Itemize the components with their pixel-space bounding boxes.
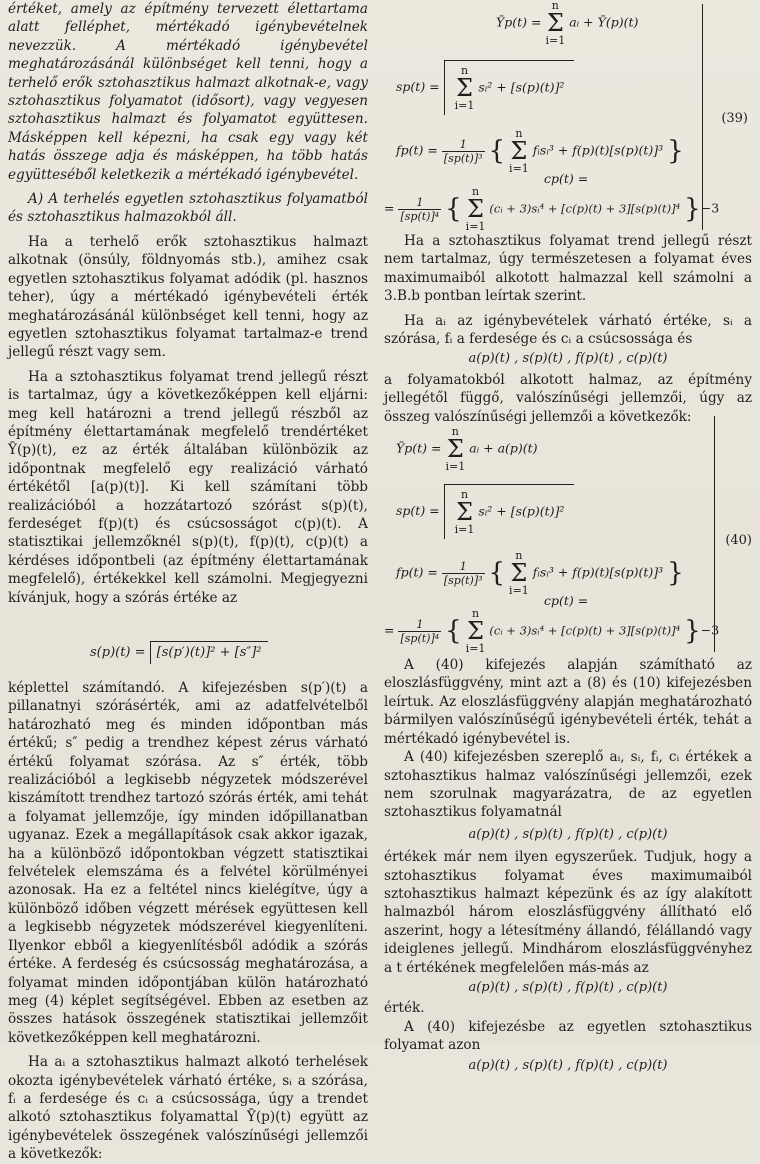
eq40-line4-rhs: (cᵢ + 3)sᵢ⁴ + [c(p)(t) + 3][s(p)(t)]⁴ bbox=[489, 623, 681, 638]
eq39-sqrt: n Σ i=1 sᵢ² + [s(p)(t)]² bbox=[444, 60, 575, 115]
sum-top: n bbox=[471, 607, 480, 621]
paragraph-9: A (40) kifejezésben szereplő aᵢ, sᵢ, fᵢ, cᵢ értékek a sztohasztikus halmaz valószínűségi jellemzői, ezek nem szorulnak magyarázatra, de az egyetlen sztohasztikus folyamatnál bbox=[384, 749, 752, 821]
equation-40 bbox=[384, 426, 752, 656]
section-heading: A) A terhelés egyetlen sztohasztikus folyamatból és sztohasztikus halmazokból áll. bbox=[8, 191, 368, 226]
characteristics-list-3: a(p)(t) , s(p)(t) , f(p)(t) , c(p)(t) bbox=[468, 979, 668, 995]
sqrt-equation-body: [s(p′)(t)]² + [s″]² bbox=[156, 645, 262, 660]
paragraph-1: Ha a terhelő erők sztohasztikus halmazt alkotnak (önsúly, földnyomás stb.), amihez csak egyetlen sztohasztikus folyamat adódik (pl. hasznos teher), úgy a mértékadó igénybevételi érték meghatározásánál különbséget kell tenni, hogy az egyetlen sztohasztikus folyamat tartalmaz-e trend jellegű részt vagy sem. bbox=[8, 233, 368, 361]
sum-bottom: i=1 bbox=[465, 642, 486, 656]
eq39-right-bracket bbox=[702, 4, 703, 230]
eq39-line3-lhs: fp(t) = bbox=[396, 142, 438, 158]
sum-top: n bbox=[515, 127, 523, 140]
sum-top: n bbox=[460, 64, 469, 77]
eq40-line-4: = $\frac{1}{\text{[sp(t)]⁴}}$ { n Σ i=1 (cᵢ + 3)sᵢ⁴ + [c(p)(t) + 3][s(p)(t)]⁴ }−3 bbox=[384, 607, 720, 656]
sum-top: n bbox=[460, 488, 469, 502]
eq40-line-2 bbox=[396, 484, 574, 539]
frac-num: 1 bbox=[398, 618, 441, 632]
eq40-number: (40) bbox=[725, 533, 752, 549]
sum-bottom: i=1 bbox=[509, 584, 529, 598]
eq39-line-2 bbox=[396, 60, 574, 115]
eq39-line2-lhs: sp(t) = bbox=[396, 79, 440, 94]
eq39-line2-rhs: sᵢ² + [s(p)(t)]² bbox=[478, 79, 565, 95]
sum-bottom: i=1 bbox=[445, 460, 466, 474]
sum-bottom: i=1 bbox=[454, 99, 475, 112]
frac-num: 1 bbox=[442, 560, 485, 574]
right-column bbox=[384, 0, 752, 1077]
frac-num: 1 bbox=[398, 196, 441, 210]
sum-bottom: i=1 bbox=[545, 34, 566, 47]
eq39-line-3: fp(t) = $\frac{1}{\text{[sp(t)]³}}$ { n Σ i=1 fᵢsᵢ³ + f(p)(t)[s(p)(t)]³ } bbox=[396, 127, 684, 175]
eq40-line2-rhs: sᵢ² + [s(p)(t)]² bbox=[478, 503, 565, 519]
eq39-line1-lhs: Ȳp(t) = bbox=[496, 14, 542, 30]
eq40-line3-rhs: fᵢsᵢ³ + f(p)(t)[s(p)(t)]³ bbox=[532, 564, 664, 580]
sqrt-equation bbox=[8, 607, 368, 679]
eq39-number: (39) bbox=[721, 111, 748, 126]
eq40-line4-tail: −3 bbox=[700, 622, 720, 638]
eq39-line4-rhs: (cᵢ + 3)sᵢ⁴ + [c(p)(t) + 3][s(p)(t)]⁴ bbox=[489, 201, 681, 216]
frac-den: [sp(t)]³ bbox=[443, 573, 483, 587]
paragraph-10: értékek már nem ilyen egyszerűek. Tudjuk, hogy a sztohasztikus folyamat éves maximumaiból sztohasztikus halmazt képezünk és az így alakított halmazból három eloszlásfüggvény állítható elő aszerint, hogy a létesítmény állandó, félállandó vagy ideiglenes jellegű. Mindhárom eloszlásfüggvényhez a t értékének megfelelően más-más az bbox=[384, 849, 752, 976]
eq39-line4-tail: −3 bbox=[700, 200, 720, 216]
sum-top: n bbox=[515, 549, 523, 563]
paragraph-5: Ha a sztohasztikus folyamat trend jellegű részt nem tartalmaz, úgy természetesen a folyamat éves maximumaiból alkotott halmazzal kell számolni a 3.B.b pontban leírtak szerint. bbox=[384, 233, 752, 305]
sqrt-equation-lhs: s(p)(t) = bbox=[90, 645, 146, 661]
sqrt-equation-radical bbox=[150, 641, 268, 664]
intro-paragraph: értéket, amely az építmény tervezett élettartama alatt felléphet, mértékadó igénybevételnek nevezzük. A mértékadó igénybevétel meghatározásánál különbséget kell tenni, hogy a terhelő erők sztohasztikus halmazt alkotnak-e, vagy sztohasztikus folyamatot (idősort), vagy vegyesen sztohasztikus halmazt és folyamatot együttesen. Másképpen kell képezni, ha csak egy vagy két hatás összege adja és másképpen, ha több hatás együtteséből keletkezik a mértékadó igénybevétel. bbox=[8, 1, 368, 183]
equation-39 bbox=[384, 0, 752, 232]
eq40-line-1: Ȳp(t) = n Σ i=1 aᵢ + a(p)(t) bbox=[396, 425, 538, 474]
eq39-line1-rhs: aᵢ + Ȳ(p)(t) bbox=[569, 14, 639, 30]
paragraph-2: Ha a sztohasztikus folyamat trend jellegű részt is tartalmaz, úgy a következőképpen kell eljárni: meg kell határozni a trend jellegű részből az építmény élettartamának megfelelő trendértéket Ȳ(p)(t), ez az érték általában különbözik az időpontnak megfelelő egy realizáció várható értékétől [a(p)(t)]. Ki kell számítani több realizációból a hozzátartozó szórást s(p)(t), ferdeséget f(p)(t) és csúcsosságot c(p)(t). A statisztikai jellemzőknél s(p)(t), f(p)(t), c(p)(t) a kérdéses időpontbeli (az építmény élettartamának megfelelő), értékekkel kell számolni. Megjegyezni kívánjuk, hogy a szórás értéke az bbox=[8, 368, 368, 606]
frac-den: [sp(t)]³ bbox=[443, 151, 483, 165]
eq39-line3-rhs: fᵢsᵢ³ + f(p)(t)[s(p)(t)]³ bbox=[532, 142, 664, 158]
left-column bbox=[8, 0, 368, 1164]
characteristics-list-4: a(p)(t) , s(p)(t) , f(p)(t) , c(p)(t) bbox=[468, 1057, 668, 1073]
eq40-line1-rhs: aᵢ + a(p)(t) bbox=[469, 440, 538, 456]
sum-bottom: i=1 bbox=[454, 523, 475, 537]
frac-den: [sp(t)]⁴ bbox=[400, 631, 440, 645]
paragraph-8: A (40) kifejezés alapján számítható az eloszlásfüggvény, mint azt a (8) és (10) kifejezésben leírtuk. Az eloszlásfüggvény alapján meghatározható bármilyen valószínűségű igénybevételi érték, tehát a mértékadó igénybevétel is. bbox=[384, 657, 752, 747]
eq40-line-3: fp(t) = $\frac{1}{\text{[sp(t)]³}}$ { n Σ i=1 fᵢsᵢ³ + f(p)(t)[s(p)(t)]³ } bbox=[396, 549, 684, 598]
paragraph-4: Ha aᵢ a sztohasztikus halmazt alkotó terhelések okozta igénybevételek várható értéke, sᵢ a szórása, fᵢ a ferdesége és cᵢ a csúcsossága, úgy a trendet alkotó sztohasztikus folyamattal Ȳ(p)(t) együtt az igénybevételek összegének valószínűségi jellemzői a következők: bbox=[8, 1054, 368, 1163]
eq39-line-4: = $\frac{1}{\text{[sp(t)]⁴}}$ { n Σ i=1 (cᵢ + 3)sᵢ⁴ + [c(p)(t) + 3][s(p)(t)]⁴ }−3 bbox=[384, 185, 720, 233]
eq40-line2-lhs: sp(t) = bbox=[396, 503, 440, 519]
eq40-line1-lhs: Ȳp(t) = bbox=[396, 440, 442, 456]
sum-top: n bbox=[471, 185, 480, 198]
eq39-sum-1: n Σ i=1 bbox=[545, 0, 566, 47]
paragraph-3: képlettel számítandó. A kifejezésben s(p′)(t) a pillanatnyi szórásérték, ami az adatfelvételből határozható meg és minden időpontban más értékű; s″ pedig a trendhez képest zérus várható értékű folyamat szórása. Az s″ érték, több realizációból a legkisebb négyzetek módszerével kiszámított trendhez tartozó szórás érték, ami tehát a folyamat jellemzője, így minden időpillanatban ugyanaz. Ezek a megállapítások csak akkor igazak, ha a különböző időpontokban végzett statisztikai felvételek elemszáma és a felvétel körülményei azonosak. Ha ez a feltétel nincs kielégítve, úgy a különböző időben végzett mérések együttesen kell a legkisebb négyzetek módszerével kiegyenlíteni. Ilyenkor ebből a kiegyenlítésből adódik a szórás értéke. A ferdeség és csúcsosság meghatározása, a folyamat minden időpontjában külön határozható meg (4) képlet segítségével. Ebben az esetben az összes hatások összegének statisztikai jellemzőit következőképpen kell meghatározni. bbox=[8, 680, 368, 1046]
paragraph-11: érték. bbox=[384, 1000, 425, 1017]
characteristics-list-1: a(p)(t) , s(p)(t) , f(p)(t) , c(p)(t) bbox=[468, 351, 668, 367]
paragraph-6: Ha aᵢ az igénybevételek várható értéke, sᵢ a szórása, fᵢ a ferdesége és cᵢ a csúcsossága és bbox=[384, 312, 752, 348]
eq40-frac-3 bbox=[442, 560, 485, 587]
sum-bottom: i=1 bbox=[509, 162, 529, 175]
eq40-right-bracket bbox=[714, 416, 715, 652]
eq39-frac-4 bbox=[398, 196, 441, 223]
sum-top: n bbox=[451, 425, 459, 439]
eq40-line3-lhs: fp(t) = bbox=[396, 564, 438, 580]
frac-num: 1 bbox=[442, 138, 485, 152]
sum-top: n bbox=[551, 0, 559, 12]
eq39-frac-3 bbox=[442, 138, 485, 165]
eq40-line4-lhs: cp(t) = bbox=[544, 593, 589, 609]
eq40-sqrt: n Σ i=1 sᵢ² + [s(p)(t)]² bbox=[444, 484, 575, 539]
paragraph-7: a folyamatokból alkotott halmaz, az építmény jellegétől függő, valószínűségi jellemzői, úgy az összeg valószínűségi jellemzői a következők: bbox=[384, 371, 752, 425]
frac-den: [sp(t)]⁴ bbox=[400, 209, 440, 223]
sum-bottom: i=1 bbox=[465, 220, 486, 233]
eq40-frac-4 bbox=[398, 618, 441, 645]
paragraph-12: A (40) kifejezésbe az egyetlen sztohasztikus folyamat azon bbox=[384, 1018, 752, 1054]
characteristics-list-2: a(p)(t) , s(p)(t) , f(p)(t) , c(p)(t) bbox=[468, 826, 668, 842]
eq39-line4-lhs: cp(t) = bbox=[544, 171, 589, 186]
eq39-line-1 bbox=[496, 0, 638, 46]
